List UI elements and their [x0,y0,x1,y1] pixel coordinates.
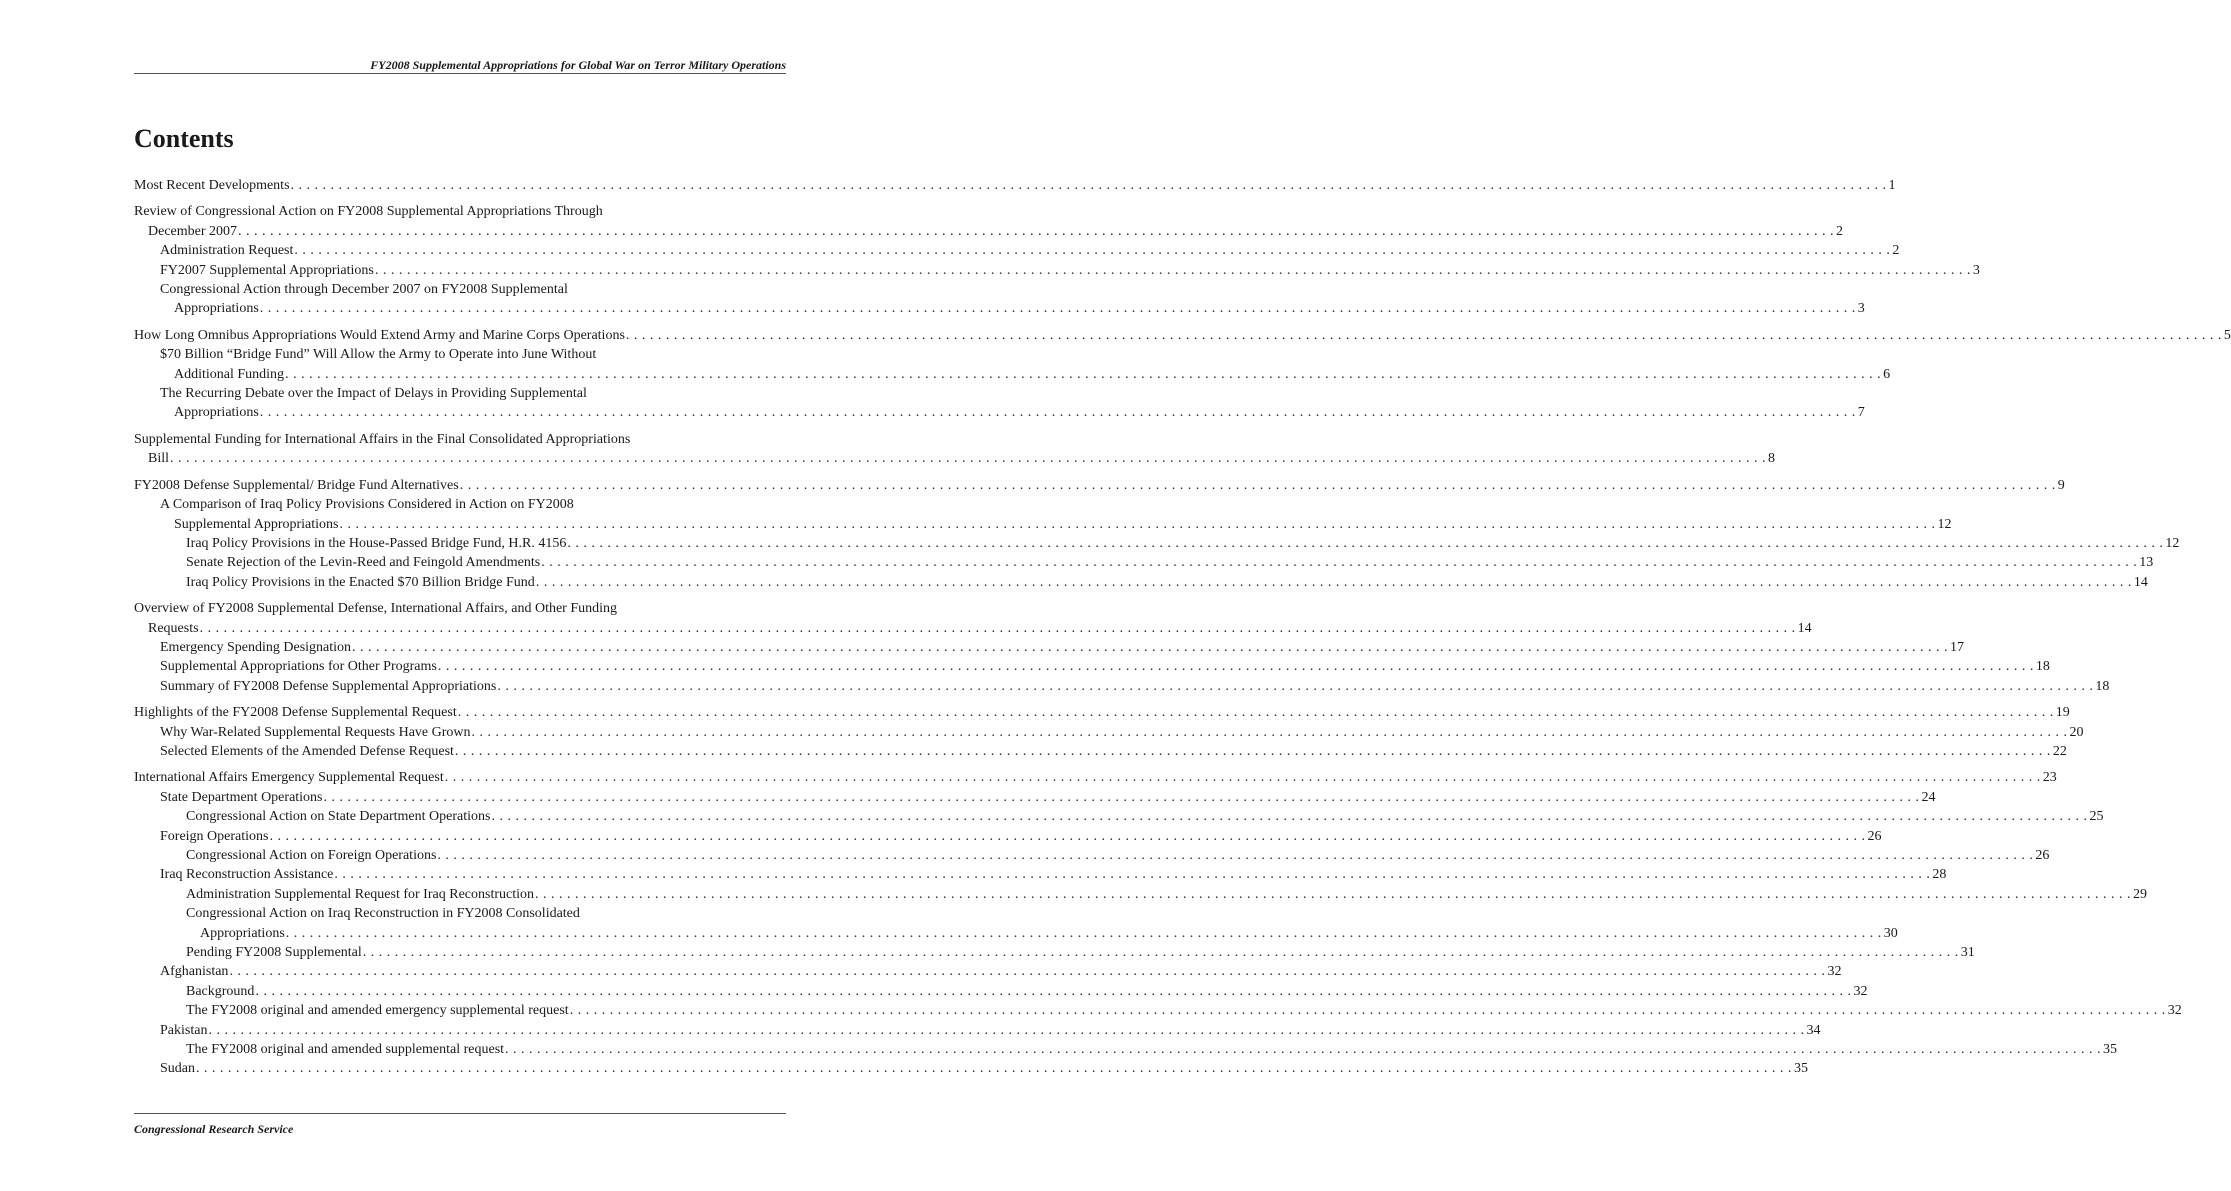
dot-leader: . . . . . . . . . . . . . . . . . . . . . . . . . . . . . . . . . . . . . . . . . . . . . . . . . . . . . . . . . . . . . . . . . . . . . . . . . . . . . . . . . . . . . . . . . . . . . . . . . . . . . . . . . . . . . . . . . . . . . . . . . . . . . . . . . . . . . . . . . . . . . . . . . . . . . . . . . . . . . . . . . . . . . . . . . . . . . . . . . . . . . . . . . . . . . . . . . . . . . . . . [285,925,1882,941]
toc-page-number: 26 [1867,828,1882,844]
toc-entry-text: Background [186,983,255,999]
toc-page-number: 14 [2133,574,2148,590]
toc-page-number: 18 [2035,659,2050,675]
toc-entry-text: Appropriations [174,405,259,421]
toc-page-number: 31 [1960,945,1975,961]
toc-page-number: 22 [2052,743,2067,759]
toc-page-number: 13 [2139,555,2154,571]
toc-entry-text: The FY2008 original and amended supplemental request [186,1042,505,1058]
toc-entry-text: Highlights of the FY2008 Defense Supplemental Request [134,705,457,721]
dot-leader: . . . . . . . . . . . . . . . . . . . . . . . . . . . . . . . . . . . . . . . . . . . . . . . . . . . . . . . . . . . . . . . . . . . . . . . . . . . . . . . . . . . . . . . . . . . . . . . . . . . . . . . . . . . . . . . . . . . . . . . . . . . . . . . . . . . . . . . . . . . . . . . . . . . . . . . . . . . . . . . . . . . . . . . . . . . . . . . . . . . . . . . . . . . . . . . . . . . . . . . . [535,574,2132,590]
dot-leader: . . . . . . . . . . . . . . . . . . . . . . . . . . . . . . . . . . . . . . . . . . . . . . . . . . . . . . . . . . . . . . . . . . . . . . . . . . . . . . . . . . . . . . . . . . . . . . . . . . . . . . . . . . . . . . . . . . . . . . . . . . . . . . . . . . . . . . . . . . . . . . . . . . . . . . . . . . . . . . . . . . . . . . . . . . . . . . . . . . . . . . . . . . . . . . . . . . . . . . . . [269,828,1866,844]
dot-leader: . . . . . . . . . . . . . . . . . . . . . . . . . . . . . . . . . . . . . . . . . . . . . . . . . . . . . . . . . . . . . . . . . . . . . . . . . . . . . . . . . . . . . . . . . . . . . . . . . . . . . . . . . . . . . . . . . . . . . . . . . . . . . . . . . . . . . . . . . . . . . . . . . . . . . . . . . . . . . . . . . . . . . . . . . . . . . . . . . . . . . . . . . . . . . . . . . . . . . . . . [625,327,2222,343]
dot-leader: . . . . . . . . . . . . . . . . . . . . . . . . . . . . . . . . . . . . . . . . . . . . . . . . . . . . . . . . . . . . . . . . . . . . . . . . . . . . . . . . . . . . . . . . . . . . . . . . . . . . . . . . . . . . . . . . . . . . . . . . . . . . . . . . . . . . . . . . . . . . . . . . . . . . . . . . . . . . . . . . . . . . . . . . . . . . . . . . . . . . . . . . . . . . . . . . . . . . . . . . [444,770,2041,786]
toc-entry[interactable] [134,703,2070,722]
toc-entry[interactable] [134,638,1965,657]
dot-leader: . . . . . . . . . . . . . . . . . . . . . . . . . . . . . . . . . . . . . . . . . . . . . . . . . . . . . . . . . . . . . . . . . . . . . . . . . . . . . . . . . . . . . . . . . . . . . . . . . . . . . . . . . . . . . . . . . . . . . . . . . . . . . . . . . . . . . . . . . . . . . . . . . . . . . . . . . . . . . . . . . . . . . . . . . . . . . . . . . . . . . . . . . . . . . . . . . . . . . . . . [255,983,1852,999]
toc-page-number: 14 [1797,620,1812,636]
toc-entry[interactable] [134,677,2110,696]
toc-entry-text: Emergency Spending Designation [160,639,352,655]
toc-entry[interactable] [134,534,2180,553]
toc-page-number: 32 [1827,964,1842,980]
toc-entry[interactable] [134,176,1896,195]
toc-page-number: 1 [1888,178,1896,193]
header-rule [134,73,786,74]
toc-page-number: 24 [1921,789,1936,805]
toc-entry-text: Supplemental Appropriations for Other Programs [160,659,437,675]
dot-leader: . . . . . . . . . . . . . . . . . . . . . . . . . . . . . . . . . . . . . . . . . . . . . . . . . . . . . . . . . . . . . . . . . . . . . . . . . . . . . . . . . . . . . . . . . . . . . . . . . . . . . . . . . . . . . . . . . . . . . . . . . . . . . . . . . . . . . . . . . . . . . . . . . . . . . . . . . . . . . . . . . . . . . . . . . . . . . . . . . . . . . . . . . . . . . . . . . . . . . . . . [569,1003,2166,1019]
toc-entry-text: Afghanistan [160,964,229,980]
toc-entry[interactable] [134,846,2050,865]
toc-entry-text: Iraq Policy Provisions in the House-Passed Bridge Fund, H.R. 4156 [186,535,567,551]
toc-entry[interactable] [134,982,1868,1001]
toc-entry[interactable] [134,476,2065,495]
dot-leader: . . . . . . . . . . . . . . . . . . . . . . . . . . . . . . . . . . . . . . . . . . . . . . . . . . . . . . . . . . . . . . . . . . . . . . . . . . . . . . . . . . . . . . . . . . . . . . . . . . . . . . . . . . . . . . . . . . . . . . . . . . . . . . . . . . . . . . . . . . . . . . . . . . . . . . . . . . . . . . . . . . . . . . . . . . . . . . . . . . . . . . . . . . . . . . . . . . . . . . . . [229,964,1826,980]
toc-page-number: 35 [1794,1061,1808,1077]
toc-entry-text: Additional Funding [174,366,285,382]
dot-leader: . . . . . . . . . . . . . . . . . . . . . . . . . . . . . . . . . . . . . . . . . . . . . . . . . . . . . . . . . . . . . . . . . . . . . . . . . . . . . . . . . . . . . . . . . . . . . . . . . . . . . . . . . . . . . . . . . . . . . . . . . . . . . . . . . . . . . . . . . . . . . . . . . . . . . . . . . . . . . . . . . . . . . . . . . . . . . . . . . . . . . . . . . . . . . . . . . . . . . . . . [285,366,1882,382]
toc-entry-text: FY2007 Supplemental Appropriations [160,262,374,278]
toc-page-number: 18 [2095,678,2110,694]
dot-leader: . . . . . . . . . . . . . . . . . . . . . . . . . . . . . . . . . . . . . . . . . . . . . . . . . . . . . . . . . . . . . . . . . . . . . . . . . . . . . . . . . . . . . . . . . . . . . . . . . . . . . . . . . . . . . . . . . . . . . . . . . . . . . . . . . . . . . . . . . . . . . . . . . . . . . . . . . . . . . . . . . . . . . . . . . . . . . . . . . . . . . . . . . . . . . . . . . . . . . . . . [208,1022,1805,1038]
toc-page-number: 3 [1972,262,1980,278]
toc-page-number: 2 [1892,243,1900,259]
toc-page-number: 32 [1853,983,1868,999]
toc-page-number: 35 [2103,1042,2118,1058]
toc-page-number: 12 [2165,535,2180,551]
toc-page-number: 17 [1950,639,1965,655]
toc-page-number: 5 [2223,327,2231,343]
toc-entry-text: Most Recent Developments [134,178,290,193]
dot-leader: . . . . . . . . . . . . . . . . . . . . . . . . . . . . . . . . . . . . . . . . . . . . . . . . . . . . . . . . . . . . . . . . . . . . . . . . . . . . . . . . . . . . . . . . . . . . . . . . . . . . . . . . . . . . . . . . . . . . . . . . . . . . . . . . . . . . . . . . . . . . . . . . . . . . . . . . . . . . . . . . . . . . . . . . . . . . . . . . . . . . . . . . . . . . . . . . . . . . . . . . [294,243,1891,259]
toc-page-number: 26 [2035,848,2050,863]
toc-entry[interactable] [134,807,2104,826]
dot-leader: . . . . . . . . . . . . . . . . . . . . . . . . . . . . . . . . . . . . . . . . . . . . . . . . . . . . . . . . . . . . . . . . . . . . . . . . . . . . . . . . . . . . . . . . . . . . . . . . . . . . . . . . . . . . . . . . . . . . . . . . . . . . . . . . . . . . . . . . . . . . . . . . . . . . . . . . . . . . . . . . . . . . . . . . . . . . . . . . . . . . . . . . . . . . . . . . . . . . . . . . [454,743,2051,759]
table-of-contents [134,176,2231,1079]
toc-entry-text: Summary of FY2008 Defense Supplemental Appropriations [160,678,497,694]
toc-entry-text: FY2008 Defense Supplemental/ Bridge Fund Alternatives [134,477,459,493]
toc-page-number: 29 [2132,886,2147,902]
toc-entry[interactable] [134,1059,1808,1078]
running-header: FY2008 Supplemental Appropriations for Global War on Terror Military Operations [370,58,786,72]
toc-page-number: 12 [1937,516,1952,532]
toc-page-number: 8 [1768,451,1776,467]
toc-page-number: 20 [2069,724,2084,740]
toc-entry-text: Bill [148,451,170,467]
dot-leader: . . . . . . . . . . . . . . . . . . . . . . . . . . . . . . . . . . . . . . . . . . . . . . . . . . . . . . . . . . . . . . . . . . . . . . . . . . . . . . . . . . . . . . . . . . . . . . . . . . . . . . . . . . . . . . . . . . . . . . . . . . . . . . . . . . . . . . . . . . . . . . . . . . . . . . . . . . . . . . . . . . . . . . . . . . . . . . . . . . . . . . . . . . . . . . . . . . . . . . . . [459,477,2056,493]
toc-page-number: 2 [1836,223,1844,239]
dot-leader: . . . . . . . . . . . . . . . . . . . . . . . . . . . . . . . . . . . . . . . . . . . . . . . . . . . . . . . . . . . . . . . . . . . . . . . . . . . . . . . . . . . . . . . . . . . . . . . . . . . . . . . . . . . . . . . . . . . . . . . . . . . . . . . . . . . . . . . . . . . . . . . . . . . . . . . . . . . . . . . . . . . . . . . . . . . . . . . . . . . . . . . . . . . . . . . . . . . . . . . . [437,659,2034,675]
toc-entry[interactable] [134,384,1865,423]
toc-entry[interactable] [134,599,1812,638]
toc-entry-text: Iraq Reconstruction Assistance [160,867,334,883]
toc-entry[interactable] [134,827,1882,846]
toc-entry[interactable] [134,943,1975,962]
toc-entry-text: Why War-Related Supplemental Requests Have Grown [160,724,471,740]
toc-page-number: 19 [2055,705,2070,721]
toc-entry[interactable] [134,962,1842,981]
dot-leader: . . . . . . . . . . . . . . . . . . . . . . . . . . . . . . . . . . . . . . . . . . . . . . . . . . . . . . . . . . . . . . . . . . . . . . . . . . . . . . . . . . . . . . . . . . . . . . . . . . . . . . . . . . . . . . . . . . . . . . . . . . . . . . . . . . . . . . . . . . . . . . . . . . . . . . . . . . . . . . . . . . . . . . . . . . . . . . . . . . . . . . . . . . . . . . . . . . . . . . . . [374,262,1971,278]
toc-entry-text: Overview of FY2008 Supplemental Defense, International Affairs, and Other Funding [134,601,618,617]
toc-page-number: 32 [2167,1003,2182,1019]
footer-text: Congressional Research Service [134,1122,294,1136]
toc-page-number: 25 [2089,809,2104,825]
dot-leader: . . . . . . . . . . . . . . . . . . . . . . . . . . . . . . . . . . . . . . . . . . . . . . . . . . . . . . . . . . . . . . . . . . . . . . . . . . . . . . . . . . . . . . . . . . . . . . . . . . . . . . . . . . . . . . . . . . . . . . . . . . . . . . . . . . . . . . . . . . . . . . . . . . . . . . . . . . . . . . . . . . . . . . . . . . . . . . . . . . . . . . . . . . . . . . . . . . . . . . . . [238,223,1835,239]
toc-entry-text: The FY2008 original and amended emergency supplemental request [186,1003,569,1019]
dot-leader: . . . . . . . . . . . . . . . . . . . . . . . . . . . . . . . . . . . . . . . . . . . . . . . . . . . . . . . . . . . . . . . . . . . . . . . . . . . . . . . . . . . . . . . . . . . . . . . . . . . . . . . . . . . . . . . . . . . . . . . . . . . . . . . . . . . . . . . . . . . . . . . . . . . . . . . . . . . . . . . . . . . . . . . . . . . . . . . . . . . . . . . . . . . . . . . . . . . . . . . . [339,516,1936,532]
toc-entry-text: Requests [148,620,199,636]
toc-entry-text: Pending FY2008 Supplemental [186,945,362,961]
dot-leader: . . . . . . . . . . . . . . . . . . . . . . . . . . . . . . . . . . . . . . . . . . . . . . . . . . . . . . . . . . . . . . . . . . . . . . . . . . . . . . . . . . . . . . . . . . . . . . . . . . . . . . . . . . . . . . . . . . . . . . . . . . . . . . . . . . . . . . . . . . . . . . . . . . . . . . . . . . . . . . . . . . . . . . . . . . . . . . . . . . . . . . . . . . . . . . . . . . . . . . . . [567,535,2164,551]
toc-entry[interactable] [134,1001,2182,1020]
toc-entry-text: Congressional Action on Iraq Reconstruction in FY2008 Consolidated [186,906,580,922]
toc-entry-text: Appropriations [200,925,285,941]
dot-leader: . . . . . . . . . . . . . . . . . . . . . . . . . . . . . . . . . . . . . . . . . . . . . . . . . . . . . . . . . . . . . . . . . . . . . . . . . . . . . . . . . . . . . . . . . . . . . . . . . . . . . . . . . . . . . . . . . . . . . . . . . . . . . . . . . . . . . . . . . . . . . . . . . . . . . . . . . . . . . . . . . . . . . . . . . . . . . . . . . . . . . . . . . . . . . . . . . . . . . . . . [534,886,2131,902]
dot-leader: . . . . . . . . . . . . . . . . . . . . . . . . . . . . . . . . . . . . . . . . . . . . . . . . . . . . . . . . . . . . . . . . . . . . . . . . . . . . . . . . . . . . . . . . . . . . . . . . . . . . . . . . . . . . . . . . . . . . . . . . . . . . . . . . . . . . . . . . . . . . . . . . . . . . . . . . . . . . . . . . . . . . . . . . . . . . . . . . . . . . . . . . . . . . . . . . . . . . . . . . [437,848,2034,863]
toc-entry-text: Congressional Action on State Department Operations [186,809,491,825]
dot-leader: . . . . . . . . . . . . . . . . . . . . . . . . . . . . . . . . . . . . . . . . . . . . . . . . . . . . . . . . . . . . . . . . . . . . . . . . . . . . . . . . . . . . . . . . . . . . . . . . . . . . . . . . . . . . . . . . . . . . . . . . . . . . . . . . . . . . . . . . . . . . . . . . . . . . . . . . . . . . . . . . . . . . . . . . . . . . . . . . . . . . . . . . . . . . . . . . . . . . . . . . [259,301,1856,317]
dot-leader: . . . . . . . . . . . . . . . . . . . . . . . . . . . . . . . . . . . . . . . . . . . . . . . . . . . . . . . . . . . . . . . . . . . . . . . . . . . . . . . . . . . . . . . . . . . . . . . . . . . . . . . . . . . . . . . . . . . . . . . . . . . . . . . . . . . . . . . . . . . . . . . . . . . . . . . . . . . . . . . . . . . . . . . . . . . . . . . . . . . . . . . . . . . . . . . . . . . . . . . . [362,945,1959,961]
toc-entry[interactable] [134,241,1900,260]
dot-leader: . . . . . . . . . . . . . . . . . . . . . . . . . . . . . . . . . . . . . . . . . . . . . . . . . . . . . . . . . . . . . . . . . . . . . . . . . . . . . . . . . . . . . . . . . . . . . . . . . . . . . . . . . . . . . . . . . . . . . . . . . . . . . . . . . . . . . . . . . . . . . . . . . . . . . . . . . . . . . . . . . . . . . . . . . . . . . . . . . . . . . . . . . . . . . . . . . . . . . . . . [199,620,1796,636]
toc-page-number: 6 [1883,366,1891,382]
toc-page-number: 3 [1857,301,1865,317]
toc-entry-text: December 2007 [148,223,238,239]
dot-leader: . . . . . . . . . . . . . . . . . . . . . . . . . . . . . . . . . . . . . . . . . . . . . . . . . . . . . . . . . . . . . . . . . . . . . . . . . . . . . . . . . . . . . . . . . . . . . . . . . . . . . . . . . . . . . . . . . . . . . . . . . . . . . . . . . . . . . . . . . . . . . . . . . . . . . . . . . . . . . . . . . . . . . . . . . . . . . . . . . . . . . . . . . . . . . . . . . . . . . . . . [505,1042,2102,1058]
toc-page-number: 23 [2042,770,2057,786]
dot-leader: . . . . . . . . . . . . . . . . . . . . . . . . . . . . . . . . . . . . . . . . . . . . . . . . . . . . . . . . . . . . . . . . . . . . . . . . . . . . . . . . . . . . . . . . . . . . . . . . . . . . . . . . . . . . . . . . . . . . . . . . . . . . . . . . . . . . . . . . . . . . . . . . . . . . . . . . . . . . . . . . . . . . . . . . . . . . . . . . . . . . . . . . . . . . . . . . . . . . . . . . [491,809,2088,825]
toc-entry[interactable] [134,657,2050,676]
toc-entry[interactable] [134,326,2231,345]
toc-entry-text: Congressional Action on Foreign Operations [186,848,437,863]
toc-entry[interactable] [134,885,2147,904]
toc-entry-text: Appropriations [174,301,259,317]
dot-leader: . . . . . . . . . . . . . . . . . . . . . . . . . . . . . . . . . . . . . . . . . . . . . . . . . . . . . . . . . . . . . . . . . . . . . . . . . . . . . . . . . . . . . . . . . . . . . . . . . . . . . . . . . . . . . . . . . . . . . . . . . . . . . . . . . . . . . . . . . . . . . . . . . . . . . . . . . . . . . . . . . . . . . . . . . . . . . . . . . . . . . . . . . . . . . . . . . . . . . . . . [170,451,1767,467]
toc-entry[interactable] [134,553,2154,572]
toc-entry-text: Foreign Operations [160,828,269,844]
toc-entry[interactable] [134,280,1865,319]
toc-entry-text: Sudan [160,1061,195,1077]
dot-leader: . . . . . . . . . . . . . . . . . . . . . . . . . . . . . . . . . . . . . . . . . . . . . . . . . . . . . . . . . . . . . . . . . . . . . . . . . . . . . . . . . . . . . . . . . . . . . . . . . . . . . . . . . . . . . . . . . . . . . . . . . . . . . . . . . . . . . . . . . . . . . . . . . . . . . . . . . . . . . . . . . . . . . . . . . . . . . . . . . . . . . . . . . . . . . . . . . . . . . . . . [457,705,2054,721]
toc-entry-text: Administration Request [160,243,294,259]
dot-leader: . . . . . . . . . . . . . . . . . . . . . . . . . . . . . . . . . . . . . . . . . . . . . . . . . . . . . . . . . . . . . . . . . . . . . . . . . . . . . . . . . . . . . . . . . . . . . . . . . . . . . . . . . . . . . . . . . . . . . . . . . . . . . . . . . . . . . . . . . . . . . . . . . . . . . . . . . . . . . . . . . . . . . . . . . . . . . . . . . . . . . . . . . . . . . . . . . . . . . . . . [497,678,2094,694]
toc-entry-text: Congressional Action through December 2007 on FY2008 Supplemental [160,282,568,298]
toc-entry[interactable] [134,1021,1821,1040]
toc-entry[interactable] [134,495,1952,534]
toc-entry[interactable] [134,742,2067,761]
toc-entry-text: Administration Supplemental Request for Iraq Reconstruction [186,886,534,902]
toc-entry-text: A Comparison of Iraq Policy Provisions Considered in Action on FY2008 [160,497,574,513]
dot-leader: . . . . . . . . . . . . . . . . . . . . . . . . . . . . . . . . . . . . . . . . . . . . . . . . . . . . . . . . . . . . . . . . . . . . . . . . . . . . . . . . . . . . . . . . . . . . . . . . . . . . . . . . . . . . . . . . . . . . . . . . . . . . . . . . . . . . . . . . . . . . . . . . . . . . . . . . . . . . . . . . . . . . . . . . . . . . . . . . . . . . . . . . . . . . . . . . . . . . . . . . [334,867,1931,883]
dot-leader: . . . . . . . . . . . . . . . . . . . . . . . . . . . . . . . . . . . . . . . . . . . . . . . . . . . . . . . . . . . . . . . . . . . . . . . . . . . . . . . . . . . . . . . . . . . . . . . . . . . . . . . . . . . . . . . . . . . . . . . . . . . . . . . . . . . . . . . . . . . . . . . . . . . . . . . . . . . . . . . . . . . . . . . . . . . . . . . . . . . . . . . . . . . . . . . . . . . . . . . . [323,789,1920,805]
toc-entry-text: Senate Rejection of the Levin-Reed and Feingold Amendments [186,555,541,571]
toc-page-number: 30 [1883,925,1898,941]
dot-leader: . . . . . . . . . . . . . . . . . . . . . . . . . . . . . . . . . . . . . . . . . . . . . . . . . . . . . . . . . . . . . . . . . . . . . . . . . . . . . . . . . . . . . . . . . . . . . . . . . . . . . . . . . . . . . . . . . . . . . . . . . . . . . . . . . . . . . . . . . . . . . . . . . . . . . . . . . . . . . . . . . . . . . . . . . . . . . . . . . . . . . . . . . . . . . . . . . . . . . . . . [290,178,1887,193]
toc-page-number: 9 [2057,477,2065,493]
dot-leader: . . . . . . . . . . . . . . . . . . . . . . . . . . . . . . . . . . . . . . . . . . . . . . . . . . . . . . . . . . . . . . . . . . . . . . . . . . . . . . . . . . . . . . . . . . . . . . . . . . . . . . . . . . . . . . . . . . . . . . . . . . . . . . . . . . . . . . . . . . . . . . . . . . . . . . . . . . . . . . . . . . . . . . . . . . . . . . . . . . . . . . . . . . . . . . . . . . . . . . . . [541,555,2138,571]
toc-entry[interactable] [134,904,1898,943]
dot-leader: . . . . . . . . . . . . . . . . . . . . . . . . . . . . . . . . . . . . . . . . . . . . . . . . . . . . . . . . . . . . . . . . . . . . . . . . . . . . . . . . . . . . . . . . . . . . . . . . . . . . . . . . . . . . . . . . . . . . . . . . . . . . . . . . . . . . . . . . . . . . . . . . . . . . . . . . . . . . . . . . . . . . . . . . . . . . . . . . . . . . . . . . . . . . . . . . . . . . . . . . [196,1061,1792,1077]
toc-entry-text: International Affairs Emergency Supplemental Request [134,770,444,786]
toc-entry[interactable] [134,573,2148,592]
toc-entry-text: Selected Elements of the Amended Defense Request [160,743,454,759]
dot-leader: . . . . . . . . . . . . . . . . . . . . . . . . . . . . . . . . . . . . . . . . . . . . . . . . . . . . . . . . . . . . . . . . . . . . . . . . . . . . . . . . . . . . . . . . . . . . . . . . . . . . . . . . . . . . . . . . . . . . . . . . . . . . . . . . . . . . . . . . . . . . . . . . . . . . . . . . . . . . . . . . . . . . . . . . . . . . . . . . . . . . . . . . . . . . . . . . . . . . . . . . [471,724,2068,740]
toc-entry[interactable] [134,1040,2118,1059]
toc-page-number: 7 [1857,405,1865,421]
page-title: Contents [134,124,234,153]
toc-entry[interactable] [134,261,1980,280]
toc-entry[interactable] [134,345,1891,384]
toc-page-number: 34 [1806,1022,1821,1038]
toc-entry-text: State Department Operations [160,789,323,805]
toc-entry[interactable] [134,865,1947,884]
toc-entry-text: Supplemental Funding for International Affairs in the Final Consolidated Appropriations [134,431,631,447]
toc-entry[interactable] [134,202,1844,241]
toc-entry-text: The Recurring Debate over the Impact of Delays in Providing Supplemental [160,386,587,402]
toc-page-number: 28 [1932,867,1947,883]
dot-leader: . . . . . . . . . . . . . . . . . . . . . . . . . . . . . . . . . . . . . . . . . . . . . . . . . . . . . . . . . . . . . . . . . . . . . . . . . . . . . . . . . . . . . . . . . . . . . . . . . . . . . . . . . . . . . . . . . . . . . . . . . . . . . . . . . . . . . . . . . . . . . . . . . . . . . . . . . . . . . . . . . . . . . . . . . . . . . . . . . . . . . . . . . . . . . . . . . . . . . . . . [352,639,1949,655]
toc-entry-text: Iraq Policy Provisions in the Enacted $70 Billion Bridge Fund [186,574,535,590]
toc-entry-text: How Long Omnibus Appropriations Would Extend Army and Marine Corps Operations [134,327,625,343]
dot-leader: . . . . . . . . . . . . . . . . . . . . . . . . . . . . . . . . . . . . . . . . . . . . . . . . . . . . . . . . . . . . . . . . . . . . . . . . . . . . . . . . . . . . . . . . . . . . . . . . . . . . . . . . . . . . . . . . . . . . . . . . . . . . . . . . . . . . . . . . . . . . . . . . . . . . . . . . . . . . . . . . . . . . . . . . . . . . . . . . . . . . . . . . . . . . . . . . . . . . . . . . [259,405,1856,421]
toc-entry-text: Review of Congressional Action on FY2008 Supplemental Appropriations Through [134,204,603,220]
toc-entry[interactable] [134,768,2057,787]
toc-entry[interactable] [134,723,2084,742]
toc-entry[interactable] [134,788,1936,807]
toc-entry-text: Supplemental Appropriations [174,516,339,532]
footer-rule [134,1113,786,1114]
toc-entry-text: $70 Billion “Bridge Fund” Will Allow the Army to Operate into June Without [160,347,597,363]
toc-entry-text: Pakistan [160,1022,208,1038]
toc-entry[interactable] [134,430,1776,469]
